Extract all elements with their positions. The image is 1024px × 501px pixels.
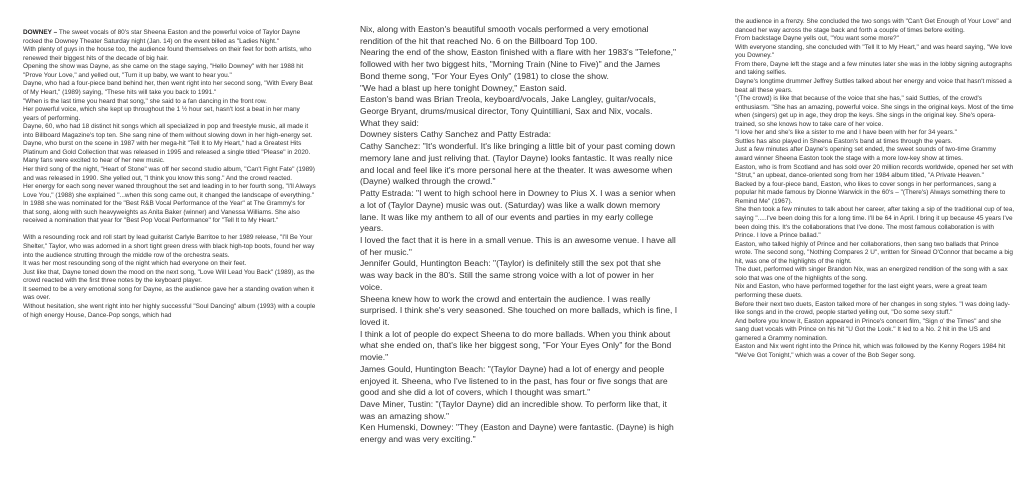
article-paragraph: Just like that, Dayne toned down the mood on the next song, "Love Will Lead You Back" (1989), as the crowd reacted with the first three notes by the keyboard player. bbox=[23, 268, 315, 285]
article-paragraph: Dave Miner, Tustin: "(Taylor Dayne) did an incredible show. To perform like that, it was an amazing show." bbox=[360, 399, 667, 421]
article-paragraph: "When is the last time you heard that song," she said to a fan dancing in the front row. bbox=[23, 97, 267, 105]
article-paragraph: It was her most resounding song of the night which had everyone on their feet. bbox=[23, 260, 247, 268]
article-paragraph: Her powerful voice, which she kept up throughout the 1 ½ hour set, hasn't lost a beat in her many years of performing. bbox=[23, 106, 300, 122]
article-paragraph: Patty Estrada: "I went to high school here in Downey to Pius X. I was a senior when a lot of (Taylor Dayne) music was out. (Saturday) was like a walk down memory lane. It was like my anthem to all of our events and parties in my early college years. bbox=[360, 188, 676, 234]
section-heading: What they said: bbox=[360, 117, 419, 128]
article-paragraph: Easton's band was Brian Treola, keyboard/vocals, Jake Langley, guitar/vocals, George Bryant, drums/musical director, Tony Quintilliani, Sax and Nix, vocals. bbox=[360, 94, 657, 117]
article-paragraph: Suttles has also played in Sheena Easton's band at times through the years. bbox=[735, 137, 953, 145]
article-paragraph: Ken Humenski, Downey: "They (Easton and Dayne) were fantastic. (Dayne) is high energy and was very exciting." bbox=[360, 422, 674, 445]
article-paragraph: the audience in a frenzy. She concluded the two songs with "Can't Get Enough of Your Love" and danced her way across the stage back and forth a couple of times before exiting. bbox=[735, 18, 1012, 34]
article-paragraph: With a resounding rock and roll start by lead guitarist Carlyle Barritoe to her 1989 release, "I'll Be Your Shelter," Taylor, who was adorned in a short tight green dress with black high-top boots, found her way into the audience strutting through the middle row of the orchestra seats. bbox=[23, 234, 315, 259]
article-paragraph: Dayne's longtime drummer Jeffrey Suttles talked about her energy and voice that hasn't missed a beat all these years. bbox=[735, 77, 1012, 94]
article-paragraph: Her third song of the night, "Heart of Stone" was off her second studio album, "Can't Fight Fate" (1989) and was released in 1990. She yelled out, "I think you know this song." And the crowd reacted. bbox=[23, 166, 315, 182]
article-paragraph: Just a few minutes after Dayne's opening set ended, the sweet sounds of two-time Grammy award winner Sheena Easton took the stage with a more low-key show at times. bbox=[735, 146, 997, 162]
article-paragraph: Dayne, who burst on the scene in 1987 with her mega-hit "Tell It to My Heart," had a Greatest Hits Platinum and Gold Collection that was released in 1995 and released a single titled "Please" in 2020. Many fans were excited to hear of her new music. bbox=[23, 140, 311, 165]
article-paragraph: Easton, who is from Scotland and has sold over 20 million records worldwide, opened her set with "Strut," an upbeat, dance-oriented song from her 1984 album titled, "A Private Heaven." bbox=[735, 163, 1014, 180]
article-paragraph: Dayne, who had a four-piece band behind her, then went right into her second song, "With Every Beat of My Heart," (1989) saying, "These hits will take you back to 1991." bbox=[23, 80, 313, 96]
paragraph-gap bbox=[23, 226, 317, 235]
article-paragraph: Sheena knew how to work the crowd and entertain the audience. I was really surprised. I think she's very seasoned. She touched on more ballads, which is fine, I loved it. bbox=[360, 293, 678, 327]
article-paragraph: I think a lot of people do expect Sheena to do more ballads. When you think about what she ended on, that's like her biggest song, "For Your Eyes Only" for the Bond movie." bbox=[360, 328, 672, 363]
article-paragraph: "We had a blast up here tonight Downey," Easton said. bbox=[360, 82, 567, 93]
article-column-3 bbox=[735, 18, 1015, 499]
dateline: DOWNEY – bbox=[23, 29, 58, 36]
article-paragraph: From backstage Dayne yells out, "You want some more?" bbox=[735, 35, 899, 43]
article-paragraph: Jennifer Gould, Huntington Beach: "(Taylor) is definitely still the sex pot that she was way back in the 80's. Still the same strong voice with a lot of power in her voice. bbox=[360, 258, 661, 292]
article-paragraph: DOWNEY – The sweet vocals of 80's star Sheena Easton and the powerful voice of Taylor Dayne rocked the Downey Theater Saturday night (Jan. 14) on the event billed as "Ladies Night." bbox=[23, 29, 301, 45]
article-paragraph: Dayne, 60, who had 18 distinct hit songs which all specialized in pop and freestyle music, all made it into Billboard Magazine's top ten. She sang nine of them without slowing down in her high-energy set. bbox=[23, 123, 313, 139]
article-column-1 bbox=[23, 29, 317, 499]
article-paragraph: And before you know it, Easton appeared in Prince's concert film, "Sign o' the Times" and she sang duet vocals with Prince on his hit "U Got the Look." It led to a No. 2 hit in the US and garnered a Grammy nomination. bbox=[735, 317, 1002, 342]
article-paragraph: It seemed to be a very emotional song for Dayne, as the audience gave her a standing ovation when it was over. bbox=[23, 285, 314, 302]
article-paragraph: From there, Dayne left the stage and a few minutes later she was in the lobby signing autographs and taking selfies. bbox=[735, 60, 1012, 77]
article-paragraph: Nix and Easton, who have performed together for the last eight years, were a great team performing these duets. bbox=[735, 283, 987, 299]
article-paragraph: Cathy Sanchez: "It's wonderful. It's like bringing a little bit of your past coming down memory lane and just reliving that. (Taylor Dayne) looks fantastic. It was really nice and local and feel like it's more personal here at the theater. It was awesome when (Dayne) walked through the crowd." bbox=[360, 141, 676, 187]
article-paragraph: Downey sisters Cathy Sanchez and Patty Estrada: bbox=[360, 129, 551, 140]
article-paragraph: I loved the fact that it is here in a small venue. This is an awesome venue. I have all of her music." bbox=[360, 234, 676, 257]
article-paragraph: Easton, who talked highly of Prince and her collaborations, then sang two ballads that Prince wrote. The second song, "Nothing Compares 2 U", written for Sinead O'Connor that became a big hit, was one of the highlights of the night. bbox=[735, 240, 1013, 265]
article-paragraph: "(The crowd) is like that because of the voice that she has," said Suttles, of the crowd's enthusiasm. "She has an amazing, powerful voice. She sings in the original keys. Most of the time when (singers) get up in age, they drop the keys. She sings in the original key. She's opera-trained, so she knows how to take care of her voice. bbox=[735, 95, 1014, 128]
article-paragraph: She then took a few minutes to talk about her career, after taking a sip of the traditional cup of tea, saying ".....I've been doing this for a long time. I'll be 64 in April. I bring it up because 45 years I've been doing this. It's the collaborations that I've done. The most famous collaboration is with Prince. I love a Prince ballad." bbox=[735, 206, 1015, 240]
article-column-2 bbox=[360, 24, 678, 501]
article-paragraph: Her energy for each song never waned throughout the set and leading in to her fourth song, "I'll Always Love You," (1988) she explained "...when this song came out, it changed the landscape of everything." bbox=[23, 183, 316, 199]
article-paragraph: "I love her and she's like a sister to me and I have been with her for 34 years." bbox=[735, 129, 957, 137]
article-paragraph: Easton and Nix went right into the Prince hit, which was followed by the Kenny Rogers 1984 hit "We've Got Tonight," which was a cover of the Bob Seger song. bbox=[735, 343, 1006, 359]
article-paragraph: Without hesitation, she went right into her highly successful "Soul Dancing" album (1993) with a couple of high energy House, Dance-Pop songs, which had bbox=[23, 302, 316, 319]
article-paragraph: With everyone standing, she concluded with "Tell It to My Heart," and was heard saying, "We love you Downey." bbox=[735, 43, 1013, 60]
article-paragraph: Opening the show was Dayne, as she came on the stage saying, "Hello Downey" with her 1988 hit "Prove Your Love," and yelled out, "Turn it up baby, we want to hear you." bbox=[23, 63, 304, 79]
article-paragraph: In 1988 she was nominated for the "Best R&B Vocal Performance of the Year" at The Grammy's for that song, along with such heavyweights as Anita Baker (winner) and Vanessa Williams. She also received a nomination that year for "Best Pop Vocal Performance" for "Tell It to My Heart." bbox=[23, 200, 305, 225]
article-paragraph: The duet, performed with singer Brandon Nix, was an energized rendition of the song with a sax solo that was one of the highlights of the song. bbox=[735, 266, 1008, 282]
article-paragraph: Nix, along with Easton's beautiful smooth vocals performed a very emotional rendition of the hit that reached No. 6 on the Billboard Top 100. bbox=[360, 24, 649, 46]
article-paragraph: Before their next two duets, Easton talked more of her changes in song styles. "I was doing lady-like songs and in the crowd, people started yelling out, "Do some sexy stuff." bbox=[735, 300, 1010, 317]
article-paragraph: Nearing the end of the show, Easton finished with a flare with her 1983's "Telefone," followed with her two biggest hits, "Morning Train (Nine to Five)" and the James Bond theme song, "For Your Eyes Only" (1981) to close the show. bbox=[360, 47, 677, 81]
article-paragraph: With plenty of guys in the house too, the audience found themselves on their feet for both artists, who renewed their biggest hits of the decade of big hair. bbox=[23, 46, 312, 62]
article-paragraph: James Gould, Huntington Beach: "(Taylor Dayne) had a lot of energy and people enjoyed it. Sheena, who I've listened to in the past, has four or five songs that are good and she did a lot of covers, which I thought was smart." bbox=[360, 363, 668, 398]
article-paragraph: Backed by a four-piece band, Easton, who likes to cover songs in her performances, sang a popular hit made famous by Dionne Warwick in the 60's – "(There's) Always something there to Remind Me" (1967). bbox=[735, 180, 1006, 205]
